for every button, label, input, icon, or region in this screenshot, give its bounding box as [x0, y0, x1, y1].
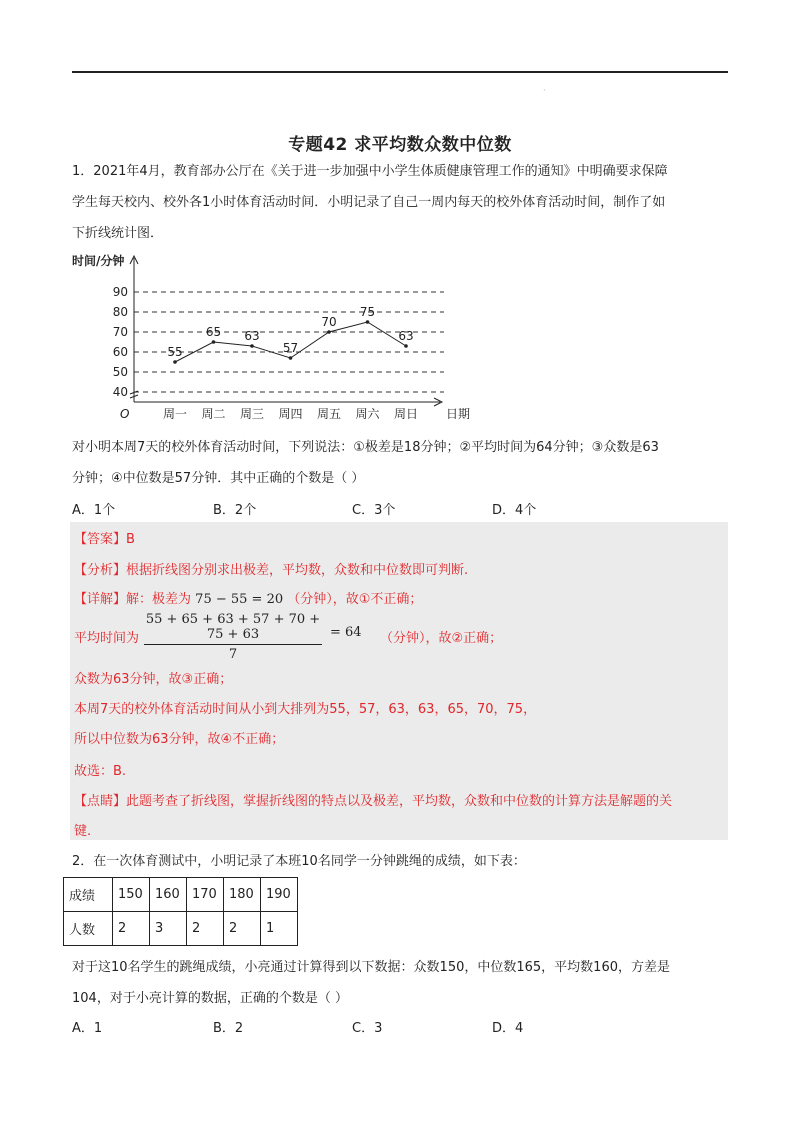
- comment-text1: 此题考查了折线图，掌握折线图的特点以及极差，平均数，众数和中位数的计算方法是解题的关: [126, 794, 673, 809]
- y-axis-label: 时间/分钟: [72, 254, 125, 268]
- avg-equals: = 64: [330, 625, 362, 640]
- q1-option-a: A．1个: [72, 503, 116, 518]
- mode-line: 众数为63分钟，故③正确；: [74, 672, 233, 687]
- page-title: 专题42 求平均数众数中位数: [288, 135, 512, 155]
- q1-option-b: B．2个: [213, 503, 257, 518]
- table-cell: 170: [187, 878, 224, 912]
- q2-statements: [72, 952, 728, 1014]
- table-cell: 2: [113, 912, 150, 946]
- comment-line2: 键.: [74, 824, 92, 839]
- q1-after1: 对小明本周7天的校外体育活动时间，下列说法：①极差是18分钟；②平均时间为64分钟；③众数是63: [72, 440, 659, 455]
- table-cell: 3: [150, 912, 187, 946]
- avg-post: （分钟），故②正确；: [380, 631, 503, 646]
- q1-option-c: C．3个: [352, 503, 396, 518]
- table-cell: 2: [224, 912, 261, 946]
- detail-post: （分钟），故①不正确；: [287, 592, 423, 607]
- data-label: 63: [244, 329, 260, 343]
- comment-tag: 【点睛】: [74, 794, 127, 809]
- data-point: [173, 360, 177, 364]
- q2-option-b: B．2: [213, 1021, 244, 1036]
- data-point: [289, 356, 293, 360]
- data-label: 63: [398, 329, 414, 343]
- x-tick-label: 周一: [162, 407, 188, 421]
- x-tick-label: 周三: [239, 407, 265, 421]
- table-cell: 190: [261, 878, 298, 912]
- data-label: 75: [359, 305, 376, 319]
- table-row-count: [64, 912, 298, 946]
- table-cell: 160: [150, 878, 187, 912]
- data-label: 70: [321, 315, 337, 329]
- x-tick-label: 周日: [393, 407, 419, 421]
- table-row-score: [64, 878, 298, 912]
- answer-line: [74, 528, 135, 547]
- y-tick-label: 50: [112, 365, 128, 379]
- table-cell: 1: [261, 912, 298, 946]
- table-cell: 150: [113, 878, 150, 912]
- q2-option-d: D．4: [492, 1021, 524, 1036]
- x-tick-label: 周二: [201, 407, 226, 421]
- data-point: [327, 330, 331, 334]
- header-rule: [72, 71, 728, 73]
- data-label: 55: [167, 345, 183, 359]
- y-tick-label: 70: [112, 325, 128, 339]
- data-label: 65: [205, 325, 222, 339]
- q2-option-a: A．1: [72, 1021, 103, 1036]
- avg-pre: 平均时间为: [74, 631, 140, 646]
- avg-fraction: [144, 612, 322, 662]
- q1-line1: 1．2021年4月，教育部办公厅在《关于进一步加强中小学生体质健康管理工作的通知》中明确要求保障: [72, 164, 668, 179]
- q2-stem: 2．在一次体育测试中，小明记录了本班10名同学一分钟跳绳的成绩，如下表：: [72, 854, 526, 869]
- header-dot: ·: [543, 86, 546, 95]
- answer-value: B: [126, 532, 135, 547]
- x-tick-label: 周六: [355, 407, 380, 421]
- data-point: [250, 344, 254, 348]
- comment-line1: [74, 790, 672, 809]
- table-header-score: 成绩: [64, 878, 113, 912]
- analysis-line: [74, 559, 468, 578]
- y-tick-label: 40: [112, 385, 128, 399]
- sort-line: 本周7天的校外体育活动时间从小到大排列为55，57，63，63，65，70，75，: [74, 702, 537, 717]
- table-cell: 2: [187, 912, 224, 946]
- range-expression: 75 − 55 = 20: [195, 592, 284, 607]
- detail-pre: 解：极差为: [126, 592, 192, 607]
- analysis-text: 根据折线图分别求出极差，平均数，众数和中位数即可判断.: [126, 563, 469, 578]
- detail-tag: 【详解】: [74, 592, 127, 607]
- x-tick-label: 周四: [278, 407, 303, 421]
- line-chart: [68, 250, 488, 425]
- q1-option-d: D．4个: [492, 503, 537, 518]
- q2-after1: 对于这10名学生的跳绳成绩，小亮通过计算得到以下数据：众数150，中位数165，平均数160，方差是: [72, 960, 670, 975]
- data-point: [366, 320, 370, 324]
- choose-line: 故选：B.: [74, 764, 127, 779]
- q1-line3: 下折线统计图．: [72, 226, 164, 241]
- data-point: [212, 340, 216, 344]
- x-tick-label: 周五: [316, 407, 342, 421]
- median-line: 所以中位数为63分钟，故④不正确；: [74, 732, 285, 747]
- y-tick-label: 90: [112, 285, 128, 299]
- q1-after2: 分钟；④中位数是57分钟．其中正确的个数是（ ）: [72, 471, 365, 486]
- x-axis-label: 日期: [446, 407, 471, 421]
- table-header-count: 人数: [64, 912, 113, 946]
- answer-tag: 【答案】: [74, 532, 127, 547]
- origin-label: O: [120, 407, 130, 421]
- avg-denominator: 7: [228, 647, 238, 662]
- score-table: [63, 877, 298, 946]
- table-cell: 180: [224, 878, 261, 912]
- q1-statements: [72, 432, 728, 494]
- y-tick-label: 80: [112, 305, 128, 319]
- q2-option-c: C．3: [352, 1021, 383, 1036]
- q1-stem: [72, 156, 728, 249]
- data-point: [404, 344, 408, 348]
- q2-after2: 104，对于小亮计算的数据，正确的个数是（ ）: [72, 991, 348, 1006]
- avg-numerator: 55 + 65 + 63 + 57 + 70 + 75 + 63: [144, 612, 322, 645]
- q1-line2: 学生每天校内、校外各1小时体育活动时间．小明记录了自己一周内每天的校外体育活动时间，制作了如: [72, 195, 666, 210]
- analysis-tag: 【分析】: [74, 563, 127, 578]
- y-tick-label: 60: [112, 345, 128, 359]
- detail-line: [74, 588, 422, 607]
- data-label: 57: [282, 341, 299, 355]
